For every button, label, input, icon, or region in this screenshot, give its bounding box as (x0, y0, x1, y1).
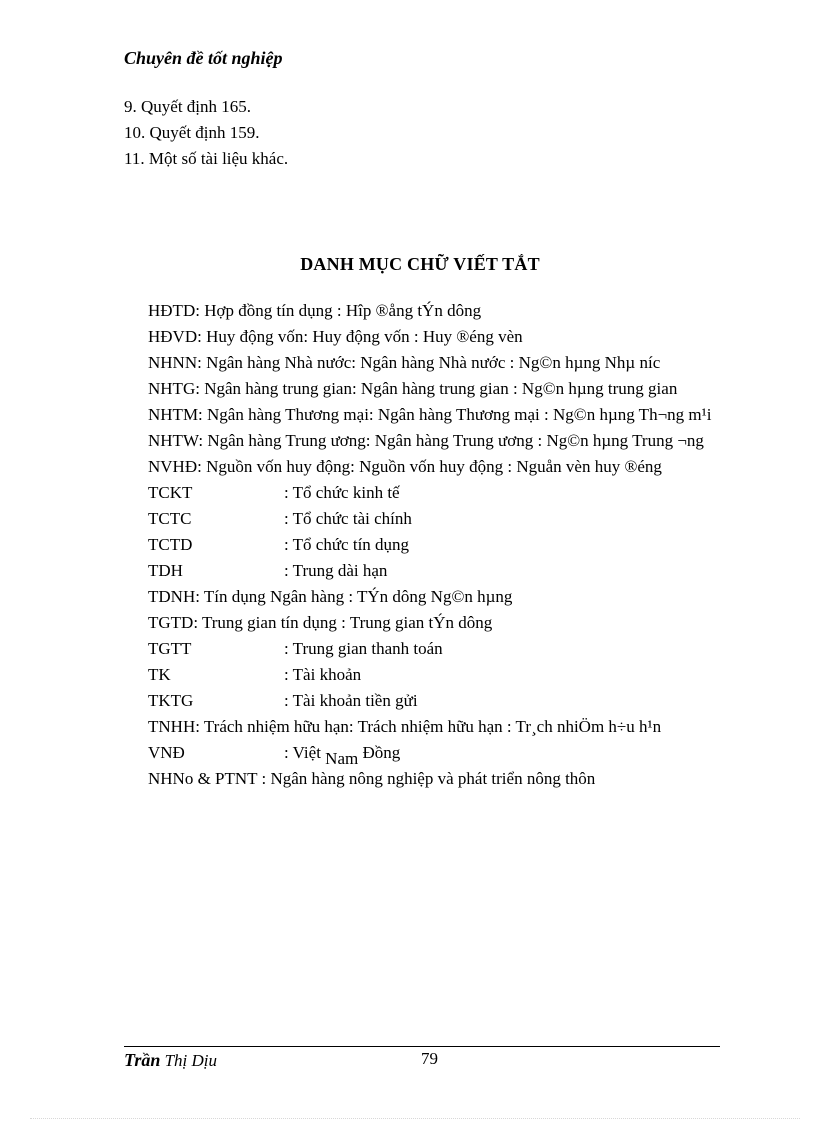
abbreviation-entry: NHTG: Ngân hàng trung gian: Ngân hàng trung gian : Ng©n hµng trung gian (148, 379, 678, 398)
abbreviation-meaning: : Việt (284, 743, 326, 762)
abbreviation-entry (124, 532, 718, 558)
abbreviation-entry: HĐTD: Hợp đồng tín dụng : Hîp ®ång tÝn dông (148, 301, 482, 320)
abbreviation-code: TGTT (148, 639, 192, 658)
abbreviation-code: VNĐ (148, 743, 185, 762)
abbreviation-entry: TGTD: Trung gian tín dụng : Trung gian tÝn dông (148, 613, 493, 632)
abbreviation-code: TKTG (148, 691, 194, 710)
abbreviation-entry (124, 480, 718, 506)
abbreviation-list (124, 298, 718, 792)
reference-item: 9. Quyết định 165. (124, 97, 252, 116)
abbreviation-code: TCKT (148, 483, 193, 502)
abbreviation-meaning: : Trung dài hạn (284, 561, 388, 580)
abbreviation-entry (124, 636, 718, 662)
section-heading: DANH MỤC CHỮ VIẾT TẮT (300, 254, 540, 274)
abbreviation-entry: NHNo & PTNT : Ngân hàng nông nghiệp và phát triển nông thôn (148, 769, 596, 788)
abbreviation-meaning-lowered-word: Nam (325, 749, 359, 768)
abbreviation-code: TDH (148, 561, 183, 580)
abbreviation-code: TK (148, 665, 171, 684)
abbreviation-meaning: : Trung gian thanh toán (284, 639, 443, 658)
abbreviation-entry: NHTM: Ngân hàng Thương mại: Ngân hàng Thương mại : Ng©n hµng Th¬ng m¹i (148, 405, 712, 424)
abbreviation-entry (124, 688, 718, 714)
page-number: 79 (421, 1049, 438, 1068)
footer-author-surname: Trần (124, 1050, 161, 1070)
abbreviation-entry (124, 740, 718, 766)
reference-item: 10. Quyết định 159. (124, 123, 260, 142)
abbreviation-entry: HĐVD: Huy động vốn: Huy động vốn : Huy ®éng vèn (148, 327, 523, 346)
footer-divider (124, 1046, 720, 1047)
abbreviation-entry: NHTW: Ngân hàng Trung ương: Ngân hàng Trung ương : Ng©n hµng Trung ¬ng (148, 431, 704, 450)
document-header-title: Chuyên đề tốt nghiệp (124, 48, 283, 68)
abbreviation-meaning: : Tổ chức tín dụng (284, 535, 410, 554)
footer-author (124, 1050, 217, 1071)
abbreviation-meaning: : Tổ chức kinh tế (284, 483, 400, 502)
reference-list (124, 94, 288, 172)
abbreviation-entry (124, 662, 718, 688)
abbreviation-code: TCTC (148, 509, 192, 528)
abbreviation-meaning: : Tài khoản (284, 665, 362, 684)
abbreviation-meaning: Đồng (358, 743, 401, 762)
abbreviation-entry (124, 558, 718, 584)
abbreviation-entry: TDNH: Tín dụng Ngân hàng : TÝn dông Ng©n hµng (148, 587, 513, 606)
abbreviation-code: TCTD (148, 535, 193, 554)
abbreviation-entry: NVHĐ: Nguồn vốn huy động: Nguồn vốn huy động : Nguån vèn huy ®éng (148, 457, 662, 476)
footer-author-given-name: Thị Dịu (160, 1051, 218, 1070)
abbreviation-entry: TNHH: Trách nhiệm hữu hạn: Trách nhiệm hữu hạn : Tr¸ch nhiÖm h÷u h¹n (148, 717, 662, 736)
reference-item: 11. Một số tài liệu khác. (124, 149, 289, 168)
page-edge-divider (30, 1118, 800, 1119)
abbreviation-entry (124, 506, 718, 532)
abbreviation-meaning: : Tài khoản tiền gửi (284, 691, 418, 710)
abbreviation-meaning: : Tổ chức tài chính (284, 509, 412, 528)
abbreviation-entry: NHNN: Ngân hàng Nhà nước: Ngân hàng Nhà nước : Ng©n hµng Nhµ níc (148, 353, 661, 372)
